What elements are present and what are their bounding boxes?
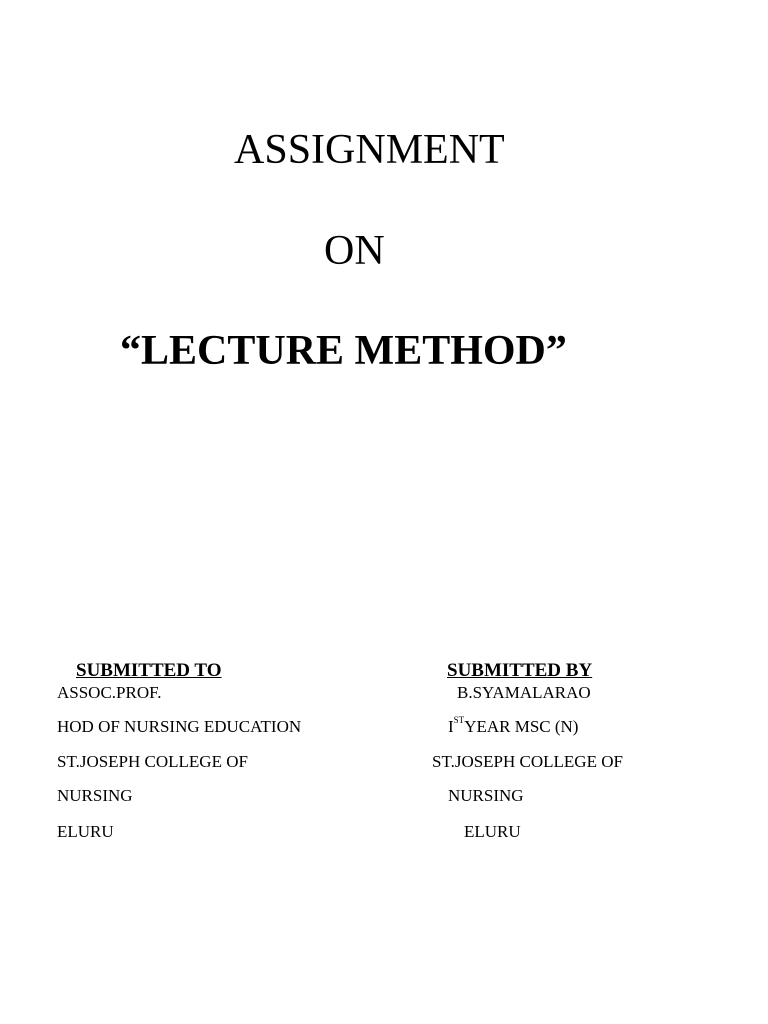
submitted-to-line: ELURU [57,822,114,841]
submitted-to-line: ST.JOSEPH COLLEGE OF [57,752,248,771]
student-city: ELURU [464,822,521,841]
student-college-line: NURSING [448,786,524,805]
submitted-by-heading: SUBMITTED BY [447,660,593,681]
student-year [448,715,579,736]
student-year-prefix: I [448,717,454,736]
submitted-to-line: HOD OF NURSING EDUCATION [57,717,302,736]
submitted-to-line: NURSING [57,786,133,805]
title-on: ON [324,228,385,274]
title-assignment: ASSIGNMENT [234,127,505,173]
submitted-to-heading: SUBMITTED TO [76,660,222,681]
student-name: B.SYAMALARAO [457,683,591,702]
student-year-superscript: ST [453,715,465,725]
title-topic: “LECTURE METHOD” [120,328,567,374]
student-year-rest: YEAR MSC (N) [464,717,579,736]
submitted-to-line: ASSOC.PROF. [57,683,162,702]
student-college-line: ST.JOSEPH COLLEGE OF [432,752,623,771]
